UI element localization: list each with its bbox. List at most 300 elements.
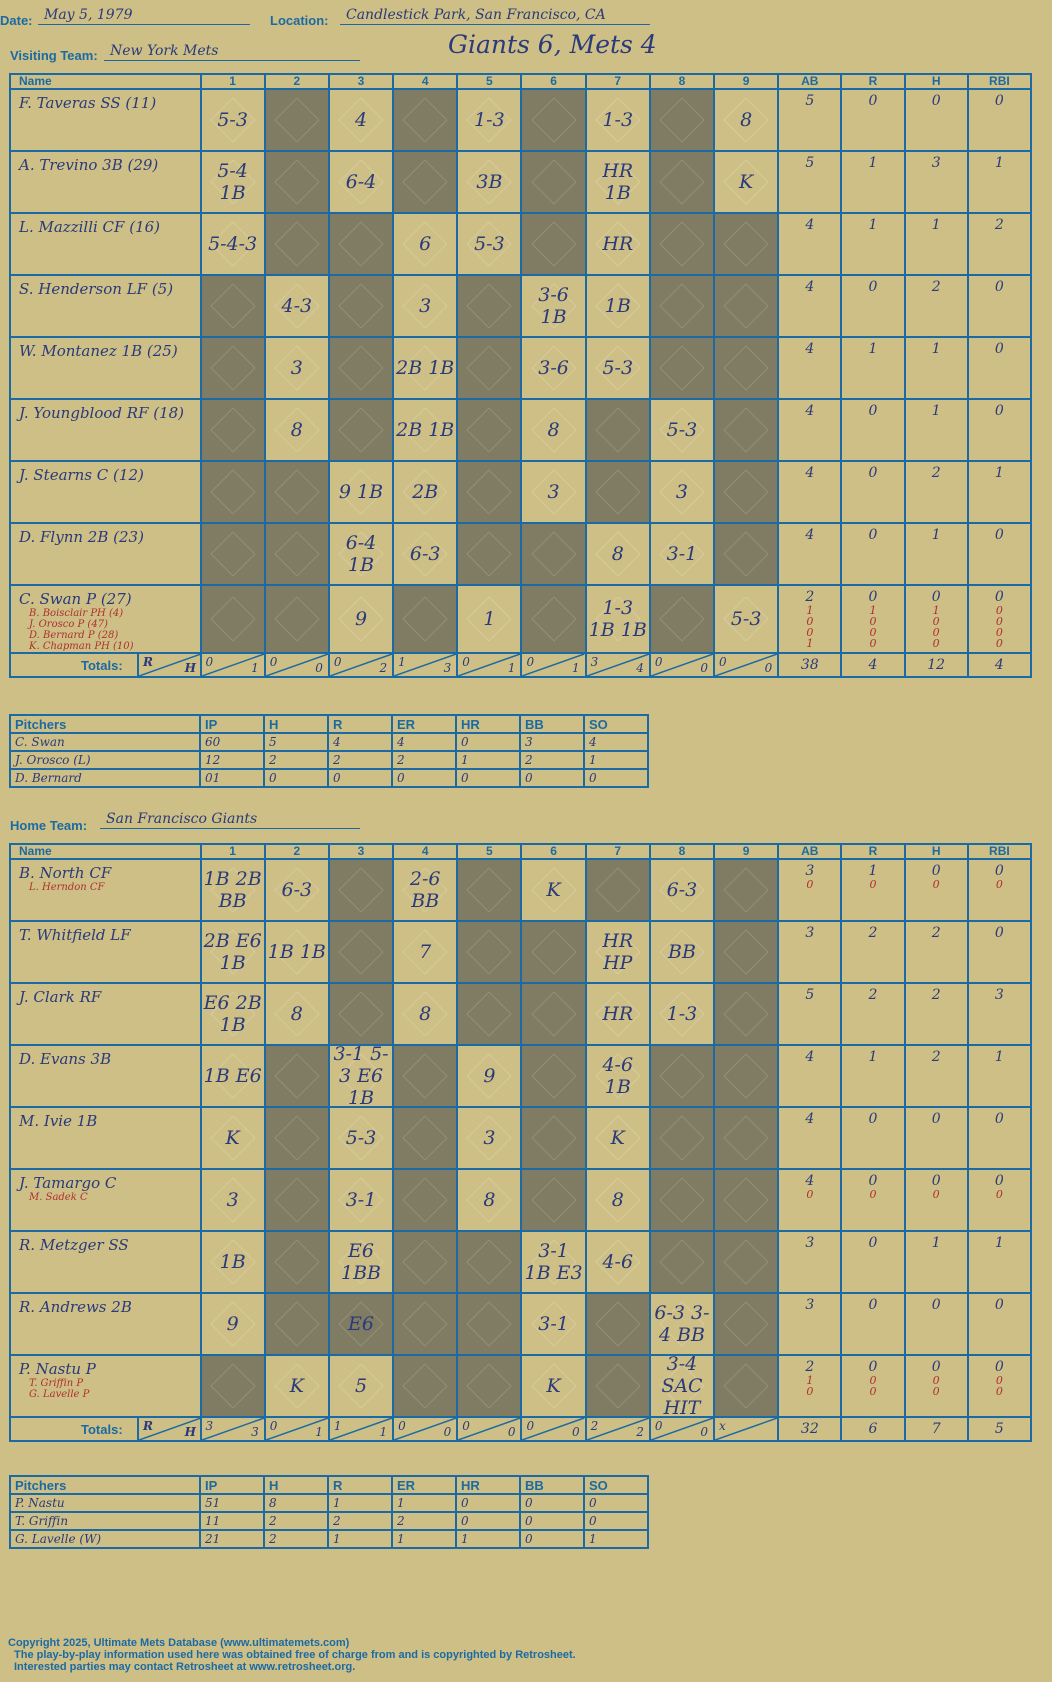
play-cell (521, 859, 585, 921)
home-pitch-header (10, 1476, 648, 1494)
stat-value: 3 (805, 925, 815, 941)
stat-value: 4 (805, 279, 815, 295)
base-diamond (403, 1301, 448, 1346)
play-cell (329, 1231, 393, 1293)
play-result: 1B 1B (267, 941, 326, 963)
pitch-stat: 4 (392, 733, 456, 751)
date-label: Date: (0, 13, 33, 28)
stat-ab-cell (778, 523, 841, 585)
play-cell (521, 1169, 585, 1231)
play-cell (329, 1355, 393, 1417)
player-name: A. Trevino 3B (29) (19, 156, 159, 174)
play-cell (586, 213, 650, 275)
stat-h-cell (905, 1169, 968, 1231)
visitors-scoresheet (9, 73, 1032, 678)
pitch-stat: 0 (328, 769, 392, 787)
inning-runs: 3 (590, 655, 599, 669)
stat-value: 0 (931, 1359, 941, 1375)
base-diamond (724, 1053, 769, 1098)
base-diamond (595, 407, 640, 452)
player-name: C. Swan P (27) (19, 590, 132, 608)
stat-h-cell (905, 983, 968, 1045)
sub-stat-value: 0 (869, 1385, 877, 1398)
play-result: 2-6 BB (409, 868, 441, 912)
inning-hits: 1 (572, 661, 580, 675)
play-cell (586, 461, 650, 523)
pitch-stat: 1 (584, 1530, 648, 1548)
pitch-col-pitchers: Pitchers (10, 1476, 200, 1494)
inning-runs: 0 (462, 655, 470, 669)
play-result: 4-3 (281, 295, 313, 317)
play-result: 5-3 (730, 608, 762, 630)
inning-runs: 0 (654, 1419, 663, 1433)
play-result: 1 (483, 608, 496, 630)
pitch-stat: 2 (264, 751, 328, 769)
play-result: 8 (483, 1189, 496, 1211)
play-cell (650, 151, 714, 213)
play-cell (201, 337, 265, 399)
play-result: 3-1 (538, 1313, 569, 1335)
play-cell (265, 1107, 329, 1169)
player-name-cell (10, 1293, 201, 1355)
visitor-pitch-header (10, 715, 648, 733)
play-cell (201, 1045, 265, 1107)
inning-8-header: 8 (650, 74, 714, 89)
base-diamond (659, 1177, 704, 1222)
stat-h-cell (905, 523, 968, 585)
play-result: 8 (419, 1003, 432, 1025)
total-rbi: 5 (968, 1417, 1031, 1441)
play-cell (521, 585, 585, 653)
play-cell (586, 585, 650, 653)
pitch-stat: 60 (200, 733, 264, 751)
sub-stat-value: 1 (932, 604, 940, 617)
play-cell (201, 399, 265, 461)
inning-3-header: 3 (329, 844, 393, 859)
inning-runs: 0 (462, 1419, 470, 1433)
inning-hits: 3 (443, 661, 452, 675)
play-result: 1-3 (666, 1003, 698, 1025)
inning-hits: 0 (700, 661, 709, 675)
stat-ab-cell (778, 921, 841, 983)
inning-total-cell (586, 653, 650, 677)
player-name-cell (10, 337, 201, 399)
total-ab: 32 (778, 1417, 841, 1441)
sub-stat-value: 1 (806, 604, 814, 617)
sub-stat-value: 0 (806, 878, 814, 891)
stat-h-cell (905, 1231, 968, 1293)
base-diamond (274, 1053, 319, 1098)
play-result: K (739, 171, 754, 193)
base-diamond (338, 407, 383, 452)
pitch-col-r: R (328, 1476, 392, 1494)
stat-value: 0 (994, 341, 1004, 357)
base-diamond (338, 991, 383, 1036)
play-result: 8 (740, 109, 753, 131)
sub-stat-value: 0 (932, 615, 940, 628)
play-result: HR 1B (602, 160, 634, 204)
home-player-row (10, 1231, 1031, 1293)
name-col-header: Name (10, 844, 201, 859)
copyright-line-2: The play-by-play information used here was obtained free of charge from and is copyrighted by Retrosheet. (14, 1649, 576, 1661)
play-cell (393, 1169, 457, 1231)
inning-1-header: 1 (201, 74, 265, 89)
runs-key: R (143, 1419, 153, 1433)
play-cell (201, 1231, 265, 1293)
play-cell (265, 275, 329, 337)
player-name-cell (10, 585, 201, 653)
play-cell (650, 1169, 714, 1231)
sub-stat-value: 0 (869, 1188, 877, 1201)
play-result: 8 (290, 1003, 303, 1025)
stat-ab-cell (778, 1293, 841, 1355)
stat-r-cell (841, 585, 904, 653)
stat-rbi-cell (968, 585, 1031, 653)
player-name: B. North CF (19, 864, 112, 882)
home-totals-row (10, 1417, 1031, 1441)
base-diamond (531, 929, 576, 974)
stat-ab-cell (778, 337, 841, 399)
play-cell (265, 523, 329, 585)
home-team-value: San Francisco Giants (106, 811, 258, 827)
stat-r-cell (841, 1045, 904, 1107)
stat-rbi-cell (968, 461, 1031, 523)
pitch-stat: 5 (264, 733, 328, 751)
base-diamond (659, 97, 704, 142)
visitor-player-row (10, 275, 1031, 337)
play-cell (265, 921, 329, 983)
base-diamond (210, 596, 255, 641)
play-cell (714, 1107, 778, 1169)
sub-stat-value: 0 (932, 1188, 940, 1201)
play-result: HR (602, 1003, 634, 1025)
base-diamond (531, 159, 576, 204)
pitch-stat: 0 (520, 769, 584, 787)
play-cell (457, 337, 521, 399)
stat-rbi-cell (968, 1107, 1031, 1169)
substitute-name: D. Bernard P (28) (29, 630, 119, 641)
visitor-player-row (10, 89, 1031, 151)
stat-r-cell (841, 399, 904, 461)
play-cell (201, 585, 265, 653)
play-cell (586, 983, 650, 1045)
total-r: 4 (841, 653, 904, 677)
play-cell (265, 461, 329, 523)
base-diamond (659, 159, 704, 204)
stat-value: 4 (805, 1049, 815, 1065)
sub-stat-value: 0 (869, 626, 877, 639)
player-name: S. Henderson LF (5) (19, 280, 174, 298)
inning-hits: 0 (764, 661, 773, 675)
play-cell (201, 921, 265, 983)
stat-value: 3 (805, 1297, 815, 1313)
play-result: HR HP (602, 930, 634, 974)
play-cell (329, 1293, 393, 1355)
stat-value: 0 (994, 93, 1004, 109)
play-cell (457, 921, 521, 983)
stat-value: 0 (931, 1297, 941, 1313)
play-cell (265, 1293, 329, 1355)
player-name: J. Clark RF (19, 988, 102, 1006)
stat-h-cell (905, 89, 968, 151)
stat-rbi-cell (968, 89, 1031, 151)
copyright-line-1: Copyright 2025, Ultimate Mets Database (www.ultimatemets.com) (8, 1637, 350, 1649)
inning-runs: 0 (719, 655, 727, 669)
play-cell (329, 213, 393, 275)
visitor-player-row (10, 523, 1031, 585)
play-cell (521, 275, 585, 337)
play-cell (201, 1355, 265, 1417)
play-cell (650, 859, 714, 921)
base-diamond (403, 1053, 448, 1098)
substitute-name: B. Boisclair PH (4) (29, 608, 124, 619)
play-result: 3-6 1B (538, 284, 569, 328)
play-cell (201, 1293, 265, 1355)
play-cell (521, 151, 585, 213)
stat-value: 3 (931, 155, 941, 171)
sub-stat-value: 0 (995, 1374, 1003, 1387)
total-h: 7 (905, 1417, 968, 1441)
play-cell (714, 213, 778, 275)
play-result: 8 (611, 1189, 624, 1211)
play-result: 1B (219, 1251, 246, 1273)
stat-value: 1 (868, 217, 878, 233)
stat-h-cell (905, 1107, 968, 1169)
stat-value: 1 (931, 341, 941, 357)
stat-value: 1 (931, 217, 941, 233)
inning-hits: 4 (636, 661, 644, 675)
inning-runs: 2 (590, 1419, 599, 1433)
play-result: K (289, 1375, 304, 1397)
pitch-stat: 0 (520, 1512, 584, 1530)
play-cell (650, 1045, 714, 1107)
stat-rbi-cell (968, 337, 1031, 399)
pitcher-name: G. Lavelle (W) (10, 1530, 200, 1548)
inning-runs: 0 (654, 655, 663, 669)
inning-total-cell (586, 1417, 650, 1441)
inning-9-header: 9 (714, 74, 778, 89)
sub-stat-value: 0 (995, 878, 1003, 891)
pitch-stat: 1 (392, 1494, 456, 1512)
base-diamond (659, 283, 704, 328)
inning-total-cell (650, 653, 714, 677)
visiting-team-line (104, 40, 360, 61)
sub-stat-value: 0 (932, 878, 940, 891)
visitor-pitchers-table (9, 714, 649, 788)
play-result: 9 (483, 1065, 496, 1087)
pitch-stat: 21 (200, 1530, 264, 1548)
play-result: 6-3 3-4 BB (654, 1302, 710, 1346)
base-diamond (403, 596, 448, 641)
base-diamond (274, 97, 319, 142)
play-cell (714, 921, 778, 983)
player-name-cell (10, 89, 201, 151)
play-result: 3-6 (538, 357, 569, 379)
stat-value: 0 (868, 93, 878, 109)
sub-stat-value: 0 (806, 1188, 814, 1201)
stat-ab-cell (778, 213, 841, 275)
play-cell (650, 921, 714, 983)
inning-runs: 0 (398, 1419, 406, 1433)
play-cell (650, 1231, 714, 1293)
stat-rbi-cell (968, 275, 1031, 337)
visitor-pitcher-row (10, 733, 648, 751)
pitch-stat: 4 (328, 733, 392, 751)
copyright-notice (8, 1637, 576, 1673)
pitch-stat: 1 (456, 751, 520, 769)
play-cell (457, 1355, 521, 1417)
player-name-cell (10, 859, 201, 921)
sub-stat-value: 0 (932, 637, 940, 650)
base-diamond (210, 407, 255, 452)
stat-value: 4 (805, 403, 815, 419)
play-cell (521, 399, 585, 461)
inning-6-header: 6 (521, 844, 585, 859)
play-cell (265, 1169, 329, 1231)
pitch-stat: 0 (392, 769, 456, 787)
inning-runs: 1 (398, 655, 406, 669)
base-diamond (724, 345, 769, 390)
play-result: 3-1 1B E3 (524, 1240, 583, 1284)
play-cell (714, 1293, 778, 1355)
play-cell (329, 585, 393, 653)
stat-value: 1 (994, 465, 1004, 481)
play-result: 3 (226, 1189, 239, 1211)
stat-value: 1 (994, 1049, 1004, 1065)
home-pitcher-row (10, 1512, 648, 1530)
play-cell (265, 89, 329, 151)
home-player-row (10, 1355, 1031, 1417)
play-result: E6 2B 1B (203, 992, 262, 1036)
inning-4-header: 4 (393, 74, 457, 89)
stat-r-cell (841, 1231, 904, 1293)
stat-r-cell (841, 921, 904, 983)
player-name: J. Youngblood RF (18) (19, 404, 185, 422)
play-cell (201, 859, 265, 921)
stat-value: 0 (931, 1111, 941, 1127)
player-name: J. Tamargo C (19, 1174, 117, 1192)
stat-value: 1 (868, 863, 878, 879)
base-diamond (210, 283, 255, 328)
player-name-cell (10, 1045, 201, 1107)
pitch-stat: 0 (456, 1494, 520, 1512)
play-cell (714, 151, 778, 213)
play-result: 4-6 1B (602, 1054, 634, 1098)
play-result: 5-4 1B (217, 160, 248, 204)
pitch-col-so: SO (584, 1476, 648, 1494)
play-result: 5-3 (602, 357, 634, 379)
play-cell (393, 275, 457, 337)
stat-value: 1 (868, 341, 878, 357)
base-diamond (338, 283, 383, 328)
stat-value: 0 (868, 1359, 878, 1375)
stat-h-cell (905, 337, 968, 399)
play-cell (586, 1231, 650, 1293)
base-diamond (467, 469, 512, 514)
play-cell (586, 337, 650, 399)
sub-stat-value: 0 (995, 604, 1003, 617)
home-player-row (10, 1169, 1031, 1231)
play-cell (265, 859, 329, 921)
play-cell (650, 1107, 714, 1169)
play-cell (329, 983, 393, 1045)
stat-h-cell (905, 399, 968, 461)
play-cell (393, 1355, 457, 1417)
inning-total-cell (521, 1417, 585, 1441)
sub-stat-value: 0 (995, 637, 1003, 650)
play-cell (457, 1231, 521, 1293)
hits-key: H (184, 1425, 196, 1439)
inning-runs: 0 (269, 655, 278, 669)
pitch-stat: 0 (520, 1530, 584, 1548)
play-cell (714, 585, 778, 653)
player-name: D. Evans 3B (19, 1050, 112, 1068)
play-cell (265, 1231, 329, 1293)
pitch-stat: 2 (264, 1512, 328, 1530)
play-result: K (546, 879, 561, 901)
play-result: K (225, 1127, 240, 1149)
play-cell (586, 1107, 650, 1169)
player-name: R. Andrews 2B (19, 1298, 132, 1316)
home-player-row (10, 1045, 1031, 1107)
play-cell (650, 461, 714, 523)
base-diamond (531, 1177, 576, 1222)
pitch-stat: 1 (328, 1530, 392, 1548)
base-diamond (659, 221, 704, 266)
pitch-stat: 3 (520, 733, 584, 751)
play-cell (201, 89, 265, 151)
base-diamond (403, 1177, 448, 1222)
pitch-stat: 0 (456, 733, 520, 751)
stat-rbi-cell (968, 1045, 1031, 1107)
date-value: May 5, 1979 (44, 7, 133, 23)
play-cell (457, 523, 521, 585)
stat-value: 3 (994, 987, 1004, 1003)
pitch-col-ip: IP (200, 715, 264, 733)
stat-value: 0 (994, 279, 1004, 295)
pitch-stat: 8 (264, 1494, 328, 1512)
inning-hits: 1 (507, 661, 516, 675)
base-diamond (467, 1363, 512, 1408)
inning-total-cell (329, 1417, 393, 1441)
rh-key (137, 1418, 201, 1440)
play-cell (457, 461, 521, 523)
base-diamond (403, 1115, 448, 1160)
stat-value: 0 (931, 589, 941, 605)
home-header-row (10, 844, 1031, 859)
play-result: 6-3 (666, 879, 698, 901)
base-diamond (659, 596, 704, 641)
inning-hits: 1 (315, 1425, 323, 1439)
pitch-col-r: R (328, 715, 392, 733)
visitor-player-row (10, 399, 1031, 461)
player-name: W. Montanez 1B (25) (19, 342, 178, 360)
inning-hits: 1 (379, 1425, 388, 1439)
home-player-row (10, 1293, 1031, 1355)
stat-ab-header: AB (778, 74, 841, 89)
play-result: 2B (412, 481, 439, 503)
inning-hits: 3 (251, 1425, 259, 1439)
player-name: F. Taveras SS (11) (19, 94, 157, 112)
play-cell (393, 859, 457, 921)
play-cell (521, 1293, 585, 1355)
stat-r-cell (841, 859, 904, 921)
stat-value: 1 (931, 1235, 941, 1251)
stat-value: 0 (868, 1235, 878, 1251)
sub-stat-value: 0 (869, 615, 877, 628)
pitch-stat: 2 (392, 1512, 456, 1530)
base-diamond (338, 345, 383, 390)
